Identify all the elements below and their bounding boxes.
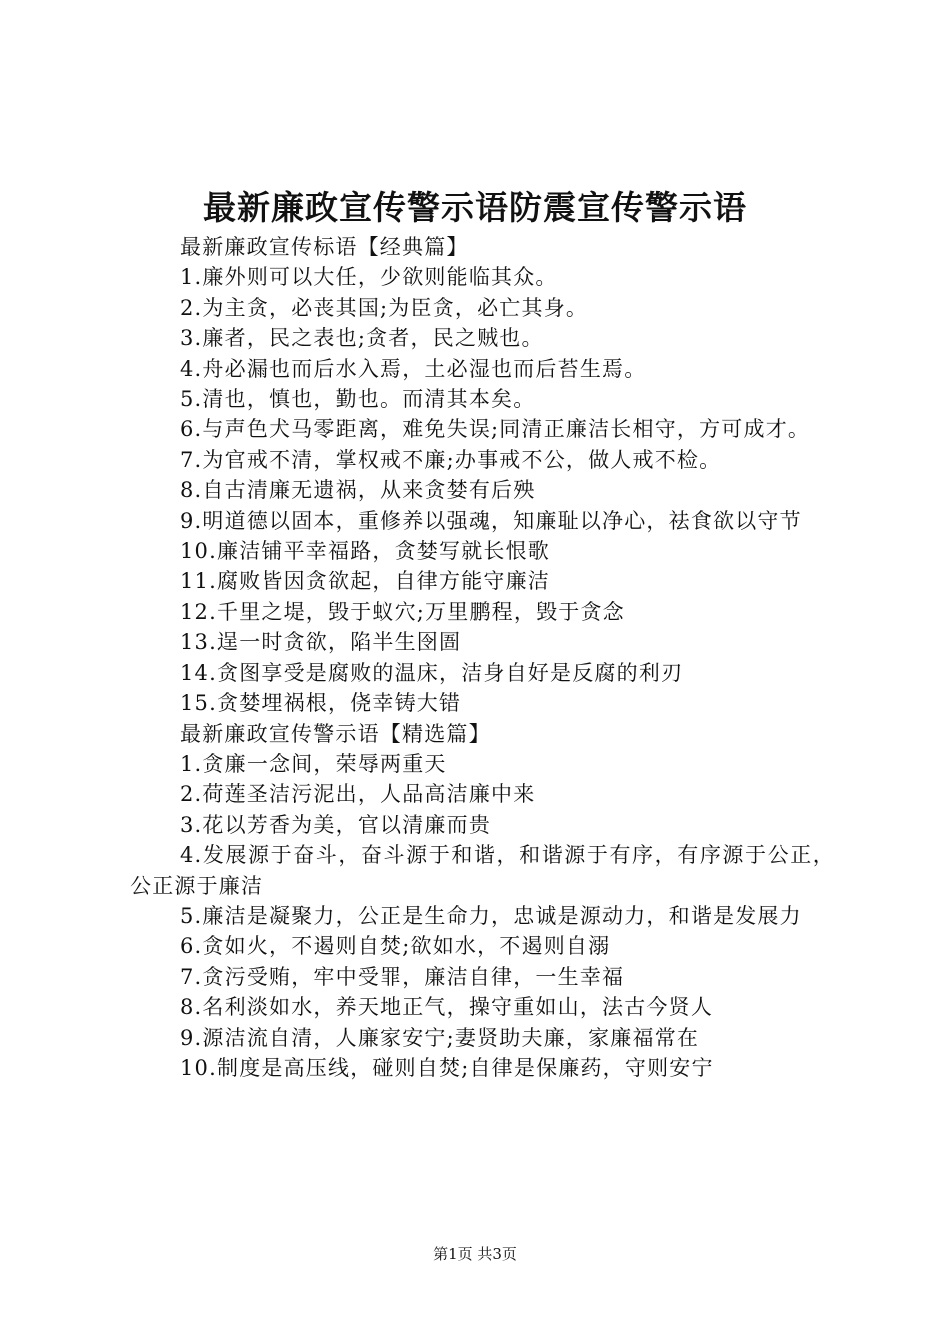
body-line: 7.贪污受贿，牢中受罪，廉洁自律，一生幸福 [180, 964, 625, 989]
body-line: 5.廉洁是凝聚力，公正是生命力，忠诚是源动力，和谐是发展力 [180, 903, 802, 928]
body-line: 3.花以芳香为美，官以清廉而贵 [180, 812, 492, 837]
body-line: 8.自古清廉无遗祸，从来贪婪有后殃 [180, 478, 536, 503]
body-line: 10.制度是高压线，碰则自焚;自律是保廉药，守则安宁 [180, 1055, 714, 1080]
body-line: 9.明道德以固本，重修养以强魂，知廉耻以净心，祛食欲以守节 [180, 508, 802, 533]
body-line: 7.为官戒不清，掌权戒不廉;办事戒不公，做人戒不检。 [180, 447, 722, 472]
body-line: 9.源洁流自清，人廉家安宁;妻贤助夫廉，家廉福常在 [180, 1025, 700, 1050]
body-line: 1.廉外则可以大任，少欲则能临其众。 [180, 265, 558, 290]
body-line: 10.廉洁铺平幸福路，贪婪写就长恨歌 [180, 539, 550, 564]
body-line: 4.舟必漏也而后水入焉，土必湿也而后苔生焉。 [180, 356, 647, 381]
body-line: 3.廉者，民之表也;贪者，民之贼也。 [180, 326, 544, 351]
page-number: 第1页 共3页 [433, 1245, 517, 1263]
body-line: 14.贪图享受是腐败的温床，洁身自好是反腐的利刃 [180, 660, 684, 685]
body-line: 12.千里之堤，毁于蚁穴;万里鹏程，毁于贪念 [180, 599, 625, 624]
body-line: 15.贪婪埋祸根，侥幸铸大错 [180, 691, 462, 716]
section-heading: 最新廉政宣传标语【经典篇】 [180, 235, 469, 259]
document-title: 最新廉政宣传警示语防震宣传警示语 [203, 188, 747, 227]
body-line: 4.发展源于奋斗，奋斗源于和谐，和谐源于有序，有序源于公正，公正源于廉洁 [130, 843, 835, 898]
body-line: 6.与声色犬马零距离，难免失误;同清正廉洁长相守，方可成才。 [180, 417, 811, 442]
body-line: 2.为主贪，必丧其国;为臣贪，必亡其身。 [180, 295, 589, 320]
body-line: 11.腐败皆因贪欲起，自律方能守廉洁 [180, 569, 550, 594]
document-body [130, 232, 835, 1083]
body-line: 6.贪如火，不遏则自焚;欲如水，不遏则自溺 [180, 934, 611, 959]
body-line: 1.贪廉一念间，荣辱两重天 [180, 751, 447, 776]
section-heading: 最新廉政宣传警示语【精选篇】 [180, 721, 491, 746]
body-line: 8.名利淡如水，养天地正气，操守重如山，法古今贤人 [180, 995, 714, 1020]
body-line: 2.荷莲圣洁污泥出，人品高洁廉中来 [180, 782, 536, 807]
body-line: 13.逞一时贪欲，陷半生囹圄 [180, 630, 462, 655]
body-line: 5.清也，慎也，勤也。而清其本矣。 [180, 387, 536, 412]
